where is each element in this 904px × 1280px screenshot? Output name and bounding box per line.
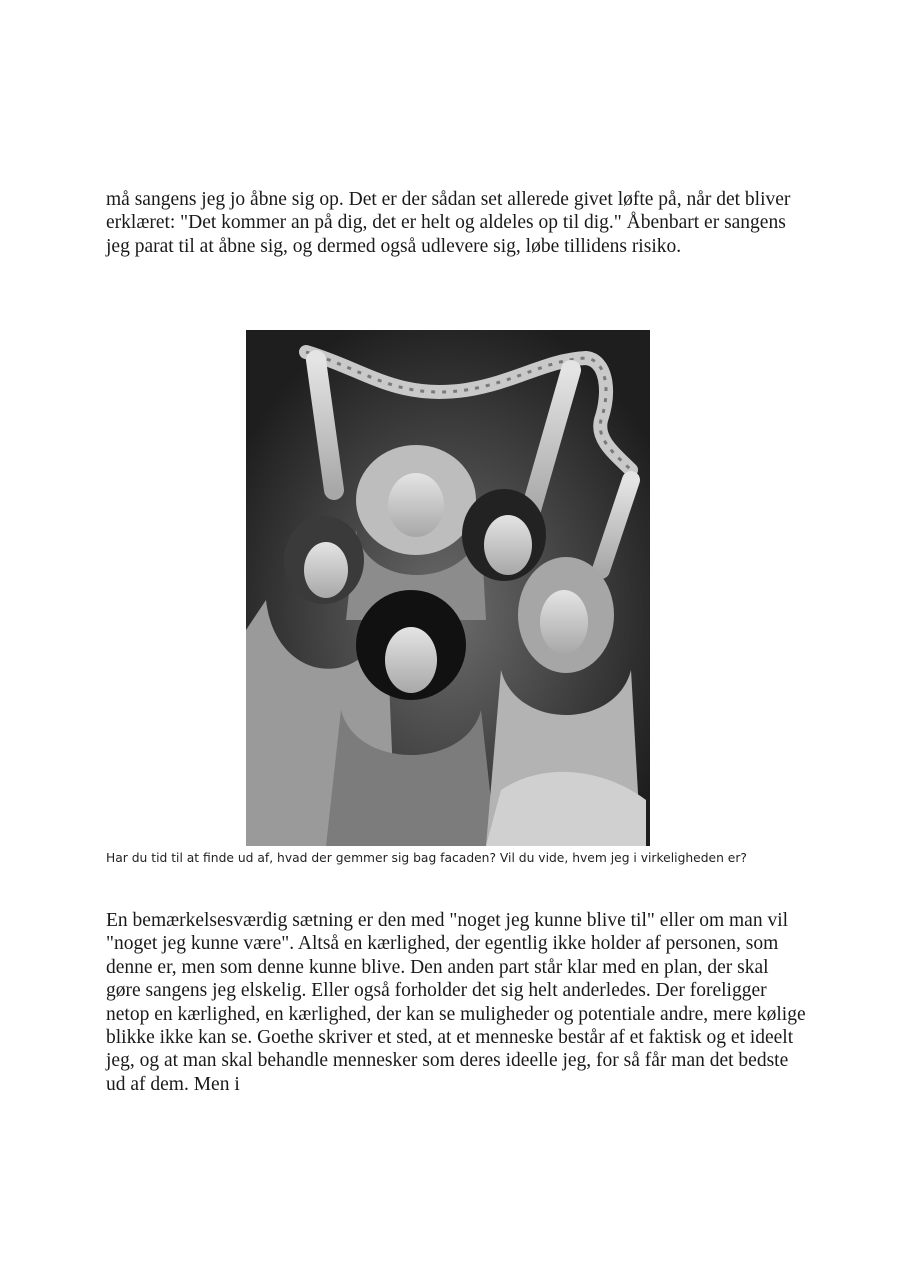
band-photo — [246, 330, 650, 846]
photo-caption: Har du tid til at finde ud af, hvad der gemmer sig bag facaden? Vil du vide, hvem jeg i virkeligheden er? — [106, 851, 747, 865]
body-paragraph-top: må sangens jeg jo åbne sig op. Det er der sådan set allerede givet løfte på, når det bliver erklæret: "Det kommer an på dig, det er helt og aldeles op til dig." Åbenbart er sangens jeg parat til at åbne sig, og dermed også udlevere sig, løbe tillidens risiko. — [106, 189, 791, 257]
body-paragraph-bottom: En bemærkelsesværdig sætning er den med "noget jeg kunne blive til" eller om man vil "noget jeg kunne være". Altså en kærlighed, der egentlig ikke holder af personen, som denne er, men som denne kunne blive. Den anden part står klar med en plan, der skal gøre sangens jeg elskelig. Eller også forholder det sig helt anderledes. Der foreligger netop en kærlighed, en kærlighed, der kan se muligheder og potentiale andre, mere kølige blikke ikke kan se. Goethe skriver et sted, at et menneske består af et faktisk og et ideelt jeg, og at man skal behandle mennesker som deres ideelle jeg, for så får man det bedste ud af dem. Men i — [106, 910, 806, 1095]
